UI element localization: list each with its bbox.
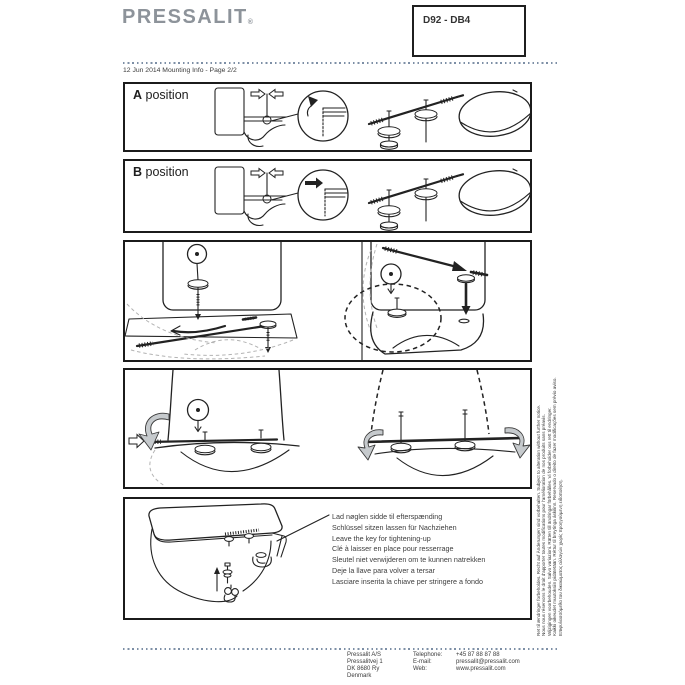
panel-b-letter: B <box>133 165 143 179</box>
disclaimer-line: Nous nous réservons le droit d'apporter toutes modifications pour l'amélioration de nos produits sans préavis. <box>541 414 547 636</box>
disclaimer-line: Kaikki oikeudet muutoksiin pidätetään. Réttur til breytinga áskilinn. Reservado o direito de fazer modificações sem prévio aviso. <box>552 377 558 636</box>
key-note-line: Clé à laisser en place pour resserrage <box>332 544 454 554</box>
toilet-with-seat <box>149 504 329 602</box>
email-label: E-mail: <box>413 658 432 665</box>
scene-pin-place-right <box>345 242 487 354</box>
panel-b-position <box>123 159 532 233</box>
web-label: Web: <box>413 665 427 672</box>
toilet-side-view <box>215 88 298 146</box>
email-value: pressalit@pressalit.com <box>456 658 520 665</box>
disclaimer-line: Επιφυλασσόμεθα του δικαιώματος αλλαγών χωρίς προηγούμενη ειδοποίηση. <box>557 479 563 636</box>
panel-fit-pins <box>123 240 532 362</box>
key-note-line: Lad nøglen sidde til efterspænding <box>332 512 443 521</box>
panel-fit-pins-illustration <box>125 242 530 360</box>
scene-insert-rod-left <box>129 370 299 486</box>
scene-insert-rod-right <box>358 370 530 476</box>
header-divider <box>123 62 560 64</box>
panel-b-label <box>133 165 189 179</box>
toilet-seat <box>457 88 530 140</box>
key-note-line: Leave the key for tightening-up <box>332 533 431 543</box>
model-code-box <box>412 5 526 57</box>
company-city: DK 8680 Ry <box>347 665 380 672</box>
footer-divider <box>123 648 560 650</box>
key-note-line: Sleutel niet verwijderen om te kunnen natrekken <box>332 555 486 565</box>
panel-a-position <box>123 82 532 152</box>
hinge-rod-assembly <box>369 95 463 149</box>
footer-contact-values <box>456 652 520 673</box>
panel-b-word: position <box>145 165 189 179</box>
key-note-text <box>332 512 485 588</box>
panel-insert-rod <box>123 368 532 489</box>
toilet-side-view <box>215 167 298 225</box>
key-note-line: Lasciare inserita la chiave per stringere a fondo <box>332 576 484 586</box>
footer-contact-labels <box>413 652 442 673</box>
model-code: D92 - DB4 <box>423 15 471 26</box>
key-note-line: Schlüssel sitzen lassen für Nachziehen <box>332 522 457 532</box>
registered-mark: ® <box>247 19 253 26</box>
panel-a-label <box>133 88 189 102</box>
panel-insert-rod-illustration <box>125 370 530 487</box>
scene-pin-screw-left <box>125 242 297 359</box>
key-note-line: Deje la llave para volver a tersar <box>332 565 436 575</box>
disclaimer-line: Ret til ændringer forbeholdes. Recht auf Änderungen sind vorbehalten. Subject to alteration without further notice. <box>536 404 541 636</box>
web-value: www.pressalit.com <box>456 665 506 672</box>
company-name: Pressalit A/S <box>347 652 382 658</box>
toilet-seat <box>457 167 530 219</box>
brand-name: PRESSALIT <box>122 6 248 28</box>
magnifier-detail <box>298 91 348 141</box>
panel-a-letter: A <box>133 88 143 102</box>
hinge-rod-assembly <box>369 174 463 230</box>
doc-info: 12 Jun 2014 Mounting Info - Page 2/2 <box>123 67 237 74</box>
company-country: Denmark <box>347 672 372 679</box>
pressalit-logo <box>122 6 253 29</box>
company-street: Pressalitvej 1 <box>347 658 383 665</box>
vertical-disclaimer <box>536 212 564 636</box>
telephone-value: +45 87 88 87 88 <box>456 652 500 658</box>
footer-address <box>347 652 383 680</box>
telephone-label: Telephone: <box>413 652 443 658</box>
magnifier-detail <box>298 170 348 220</box>
panel-a-word: position <box>145 88 189 102</box>
disclaimer-line: Wijzigingen voorbehouden. Salvo variazioni. Rätten till ändringar förbehålles. Vi forbeholder oss rett til endringer. <box>546 407 552 636</box>
panel-leave-key <box>123 497 532 620</box>
